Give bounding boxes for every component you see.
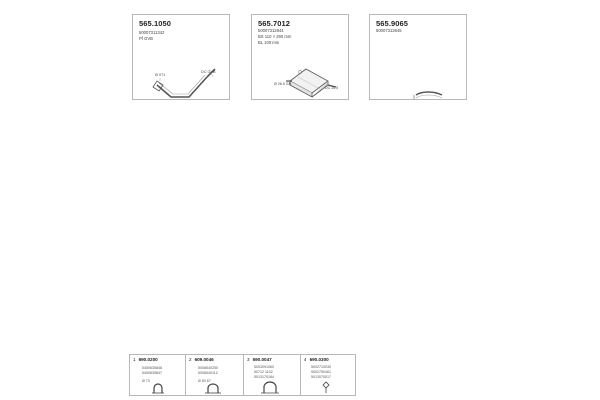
accessory-oem-number: 5008540112 <box>198 371 218 375</box>
part-oem-number: 50007313645 <box>376 28 402 33</box>
part-number: 565.7012 <box>258 19 291 28</box>
part-spec: BS 110 × 290 mm <box>258 34 292 39</box>
part-number: 565.9065 <box>376 19 409 28</box>
tail-pipe-drawing <box>370 15 468 101</box>
accessory-part-number: 690.0300 <box>309 357 329 362</box>
accessory-oem-number: 5008540250 <box>198 366 218 370</box>
accessory-index: 3 <box>247 357 250 362</box>
accessory-oem-number: 5450635847 <box>142 371 162 375</box>
accessory-oem-number: 5013070017 <box>311 375 331 379</box>
accessory-index: 4 <box>304 357 307 362</box>
clamp-icon <box>186 355 244 395</box>
part-card-565-1050[interactable] <box>132 14 230 100</box>
accessory-oem-number: 5013170184 <box>254 375 274 379</box>
accessory-note: Ø 73 <box>142 379 150 383</box>
accessory-oem-number: 5002750461 <box>311 370 331 374</box>
clamp-icon <box>244 355 301 395</box>
part-card-565-7012[interactable] <box>251 14 349 100</box>
callout-label: Ø 26.5 GR <box>274 82 292 86</box>
accessory-oem-number: 5450635848 <box>142 366 162 370</box>
part-oem-number: 50007311342 <box>139 30 165 35</box>
accessory-oem-number: 5003091060 <box>254 365 274 369</box>
accessories-table <box>129 354 356 396</box>
accessory-cell-1[interactable] <box>130 355 185 395</box>
accessory-part-number: 690.0200 <box>138 357 158 362</box>
part-card-565-9065[interactable] <box>369 14 467 100</box>
accessory-index: 1 <box>133 357 136 362</box>
clamp-icon <box>130 355 185 395</box>
callout-label: Ø 071 <box>155 73 166 77</box>
part-spec: BL 100 mm <box>258 40 280 45</box>
accessory-cell-2[interactable] <box>185 355 243 395</box>
part-spec: Pf GVB <box>139 36 153 41</box>
accessory-part-number: 590.0047 <box>252 357 272 362</box>
callout-label: DC 26.5 <box>325 86 339 90</box>
part-oem-number: 50007312844 <box>258 28 284 33</box>
exhaust-pipe-drawing <box>133 15 231 101</box>
accessory-oem-number: 5002710030 <box>311 365 331 369</box>
accessory-cell-3[interactable] <box>243 355 300 395</box>
bolt-icon <box>301 355 356 395</box>
accessory-note: Ø 50 67 <box>198 379 211 383</box>
accessory-index: 2 <box>189 357 192 362</box>
callout-label: DC GVB <box>201 70 216 74</box>
accessory-oem-number: 50712 1102 <box>254 370 273 374</box>
accessory-cell-4[interactable] <box>300 355 355 395</box>
accessory-part-number: 609.0046 <box>194 357 214 362</box>
part-number: 565.1050 <box>139 19 172 28</box>
